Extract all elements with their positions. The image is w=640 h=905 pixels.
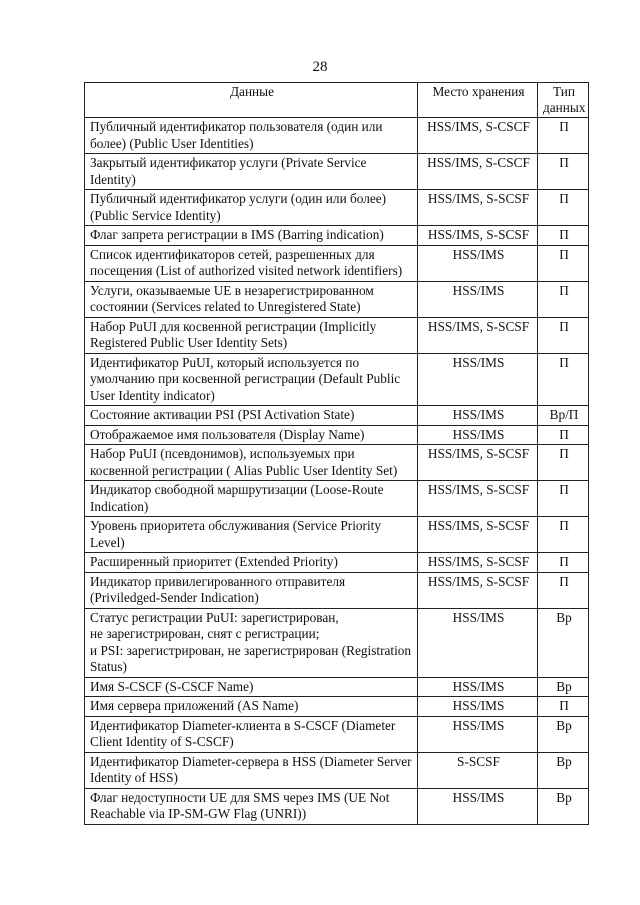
cell-data: Флаг запрета регистрации в IMS (Barring indication) <box>85 226 418 246</box>
cell-type: П <box>538 425 589 445</box>
table-row <box>85 481 589 517</box>
table-row <box>85 406 589 426</box>
cell-type: П <box>538 190 589 226</box>
cell-data: Уровень приоритета обслуживания (Service Priority Level) <box>85 517 418 553</box>
cell-type: Вр <box>538 677 589 697</box>
cell-type: П <box>538 353 589 406</box>
cell-type: П <box>538 553 589 573</box>
cell-storage: HSS/IMS <box>418 406 538 426</box>
cell-data: Публичный идентификатор услуги (один или более) (Public Service Identity) <box>85 190 418 226</box>
table-row <box>85 517 589 553</box>
cell-storage: HSS/IMS <box>418 353 538 406</box>
table-row <box>85 697 589 717</box>
cell-storage: HSS/IMS <box>418 608 538 677</box>
cell-data: Публичный идентификатор пользователя (один или более) (Public User Identities) <box>85 118 418 154</box>
cell-storage: HSS/IMS, S-SCSF <box>418 517 538 553</box>
table-row <box>85 716 589 752</box>
table-row <box>85 118 589 154</box>
table-row <box>85 553 589 573</box>
table-row <box>85 226 589 246</box>
cell-data: Набор PuUI (псевдонимов), используемых при косвенной регистрации ( Alias Public User Identity Set) <box>85 445 418 481</box>
cell-type: Вр <box>538 788 589 824</box>
cell-data: Расширенный приоритет (Extended Priority) <box>85 553 418 573</box>
data-storage-table <box>84 82 589 825</box>
table-row <box>85 317 589 353</box>
cell-type: Вр <box>538 608 589 677</box>
cell-data: Статус регистрации PuUI: зарегистрирован, не зарегистрирован, снят с регистрации; и PSI: зарегистрирован, не зарегистрирован (Registration Status) <box>85 608 418 677</box>
cell-type: П <box>538 226 589 246</box>
cell-data: Флаг недоступности UE для SMS через IMS (UE Not Reachable via IP-SM-GW Flag (UNRI)) <box>85 788 418 824</box>
table-row <box>85 425 589 445</box>
cell-data: Отображаемое имя пользователя (Display Name) <box>85 425 418 445</box>
cell-type: П <box>538 245 589 281</box>
table-row <box>85 245 589 281</box>
cell-storage: HSS/IMS <box>418 281 538 317</box>
cell-storage: HSS/IMS, S-SCSF <box>418 572 538 608</box>
header-storage: Место хранения <box>418 83 538 118</box>
cell-data: Состояние активации PSI (PSI Activation State) <box>85 406 418 426</box>
cell-storage: HSS/IMS <box>418 716 538 752</box>
table-row <box>85 190 589 226</box>
cell-type: Вр <box>538 752 589 788</box>
table-row <box>85 353 589 406</box>
cell-data: Услуги, оказываемые UE в незарегистрированном состоянии (Services related to Unregistered State) <box>85 281 418 317</box>
cell-storage: S-SCSF <box>418 752 538 788</box>
cell-storage: HSS/IMS <box>418 425 538 445</box>
cell-data: Индикатор свободной маршрутизации (Loose-Route Indication) <box>85 481 418 517</box>
table-row <box>85 608 589 677</box>
table-row <box>85 677 589 697</box>
cell-type: П <box>538 481 589 517</box>
table-row <box>85 752 589 788</box>
cell-data: Имя сервера приложений (AS Name) <box>85 697 418 717</box>
cell-storage: HSS/IMS <box>418 245 538 281</box>
cell-data: Набор PuUI для косвенной регистрации (Implicitly Registered Public User Identity Sets) <box>85 317 418 353</box>
cell-type: П <box>538 281 589 317</box>
cell-data: Идентификатор PuUI, который используется по умолчанию при косвенной регистрации (Default Public User Identity indicator) <box>85 353 418 406</box>
table-row <box>85 572 589 608</box>
cell-data: Список идентификаторов сетей, разрешенных для посещения (List of authorized visited network identifiers) <box>85 245 418 281</box>
cell-storage: HSS/IMS <box>418 788 538 824</box>
cell-type: П <box>538 572 589 608</box>
cell-storage: HSS/IMS, S-SCSF <box>418 226 538 246</box>
cell-storage: HSS/IMS, S-CSCF <box>418 154 538 190</box>
cell-storage: HSS/IMS, S-SCSF <box>418 481 538 517</box>
cell-data: Идентификатор Diameter-сервера в HSS (Diameter Server Identity of HSS) <box>85 752 418 788</box>
cell-type: П <box>538 154 589 190</box>
page-number: 28 <box>312 59 328 75</box>
header-type: Тип данных <box>538 83 589 118</box>
table-row <box>85 788 589 824</box>
cell-type: П <box>538 697 589 717</box>
cell-type: П <box>538 445 589 481</box>
table-row <box>85 281 589 317</box>
cell-data: Имя S-CSCF (S-CSCF Name) <box>85 677 418 697</box>
cell-type: Вр <box>538 716 589 752</box>
cell-storage: HSS/IMS <box>418 677 538 697</box>
cell-storage: HSS/IMS, S-SCSF <box>418 445 538 481</box>
cell-type: П <box>538 517 589 553</box>
table-row <box>85 445 589 481</box>
cell-storage: HSS/IMS, S-CSCF <box>418 118 538 154</box>
cell-type: П <box>538 118 589 154</box>
cell-type: П <box>538 317 589 353</box>
cell-data: Идентификатор Diameter-клиента в S-CSCF (Diameter Client Identity of S-CSCF) <box>85 716 418 752</box>
cell-storage: HSS/IMS, S-SCSF <box>418 553 538 573</box>
cell-storage: HSS/IMS <box>418 697 538 717</box>
header-data: Данные <box>85 83 418 118</box>
cell-storage: HSS/IMS, S-SCSF <box>418 317 538 353</box>
table-body <box>85 118 589 825</box>
cell-storage: HSS/IMS, S-SCSF <box>418 190 538 226</box>
table-row <box>85 154 589 190</box>
cell-data: Закрытый идентификатор услуги (Private Service Identity) <box>85 154 418 190</box>
cell-type: Вр/П <box>538 406 589 426</box>
cell-data: Индикатор привилегированного отправителя (Priviledged-Sender Indication) <box>85 572 418 608</box>
table-header-row <box>85 83 589 118</box>
